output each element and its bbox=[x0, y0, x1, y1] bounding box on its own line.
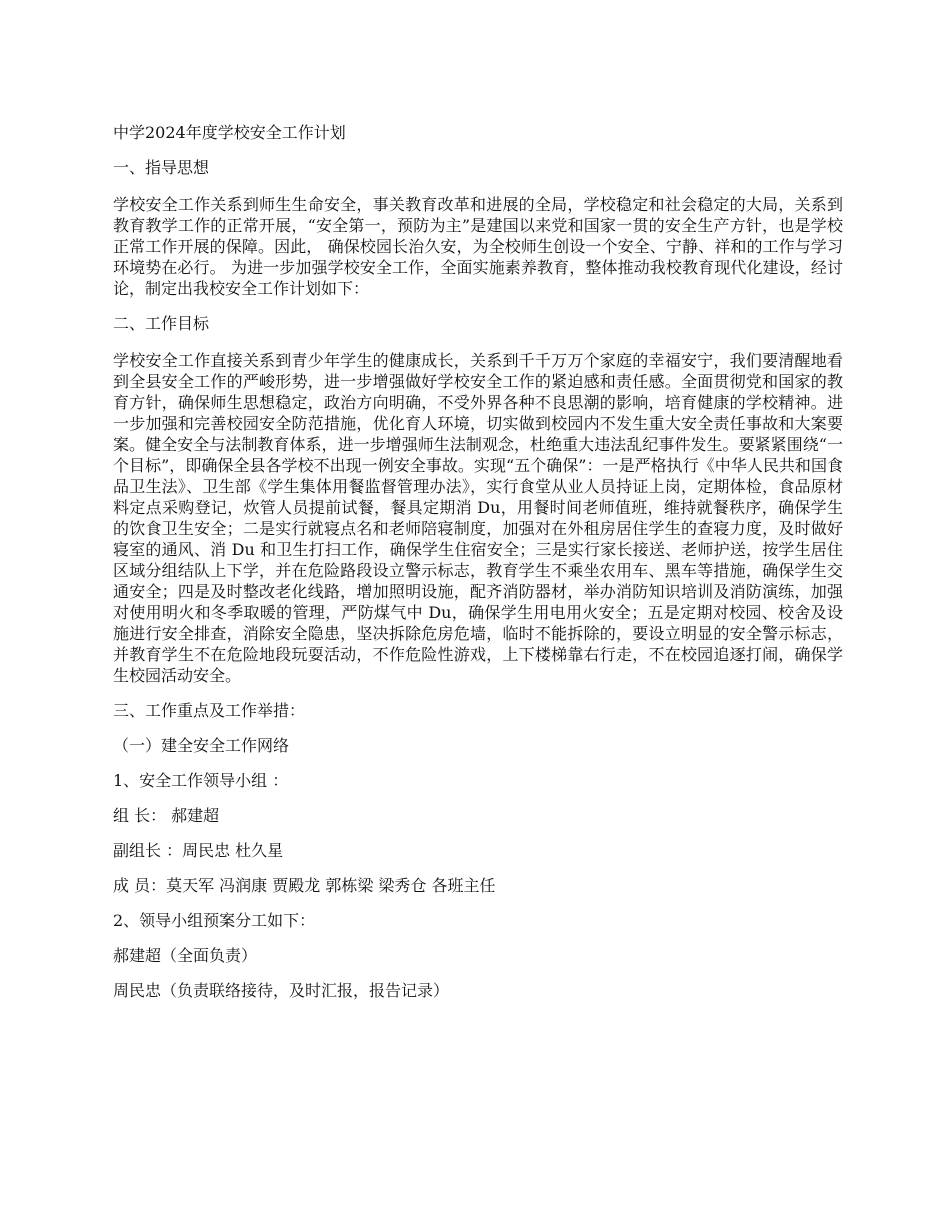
list-item-division-of-labor: 2、领导小组预案分工如下： bbox=[113, 911, 316, 930]
list-item-leading-group: 1、安全工作领导小组 ： bbox=[113, 771, 289, 790]
document-page bbox=[113, 122, 843, 1015]
list-item-deputy-leader: 副组长 ：周民忠 杜久星 bbox=[113, 841, 284, 860]
document-title: 中学2024年度学校安全工作计划 bbox=[113, 123, 346, 142]
section-heading-work-goals: 二、工作目标 bbox=[113, 314, 210, 333]
section-heading-key-measures: 三、工作重点及工作举措： bbox=[113, 701, 306, 720]
list-item-duty-overall: 郝建超（全面负责） bbox=[113, 946, 258, 965]
list-item-group-leader: 组 长： 郝建超 bbox=[113, 806, 220, 825]
section-paragraph-work-goals: 学校安全工作直接关系到青少年学生的健康成长，关系到千千万万个家庭的幸福安宁，我们要清醒地看到全县安全工作的严峻形势，进一步增强做好学校安全工作的紧迫感和责任感。全面贯彻党和国家的教育方针，确保师生思想稳定，政治方向明确，不受外界各种不良思潮的影响，培育健康的学校精神。进一步加强和完善校园安全防范措施，优化育人环境，切实做到校园内不发生重大安全责任事故和大案要案。健全安全与法制教育体系，进一步增强师生法制观念，杜绝重大违法乱纪事件发生。要紧紧围绕“一个目标”，即确保全县各学校不出现一例安全事故。实现“五个确保”：一是严格执行《中华人民共和国食品卫生法》、卫生部《学生集体用餐监督管理办法》，实行食堂从业人员持证上岗，定期体检，食品原材料定点采购登记，炊管人员提前试餐，餐具定期消 Du，用餐时间老师值班，维持就餐秩序，确保学生的饮食卫生安全；二是实行就寝点名和老师陪寝制度，加强对在外租房居住学生的查寝力度，及时做好寝室的通风、消 Du 和卫生打扫工作，确保学生住宿安全；三是实行家长接送、老师护送，按学生居住区域分组结队上下学，并在危险路段设立警示标志，教育学生不乘坐农用车、黑车等措施，确保学生交通安全；四是及时整改老化线路，增加照明设施，配齐消防器材，举办消防知识培训及消防演练，加强对使用明火和冬季取暖的管理，严防煤气中 Du，确保学生用电用火安全；五是定期对校园、校舍及设施进行安全排查，消除安全隐患，坚决拆除危房危墙，临时不能拆除的，要设立明显的安全警示标志，并教育学生不在危险地段玩耍活动，不作危险性游戏，上下楼梯靠右行走，不在校园追逐打闹，确保学生校园活动安全。 bbox=[113, 351, 843, 685]
section-paragraph-guiding-ideology: 学校安全工作关系到师生生命安全，事关教育改革和进展的全局，学校稳定和社会稳定的大局，关系到教育教学工作的正常开展，“安全第一，预防为主”是建国以来党和国家一贯的安全生产方针，也是学校正常工作开展的保障。因此， 确保校园长治久安，为全校师生创设一个安全、宁静、祥和的工作与学习环境势在必行。 为进一步加强学校安全工作，全面实施素养教育，整体推动我校教育现代化建设，经讨论，制定出我校安全工作计划如下： bbox=[113, 195, 843, 298]
list-item-duty-liaison: 周民忠（负责联络接待，及时汇报，报告记录） bbox=[113, 981, 450, 1000]
subsection-heading-safety-network: （一）建全安全工作网络 bbox=[113, 736, 290, 755]
section-heading-guiding-ideology: 一、指导思想 bbox=[113, 158, 210, 177]
list-item-members: 成 员：莫天军 冯润康 贾殿龙 郭栋梁 梁秀仓 各班主任 bbox=[113, 876, 496, 895]
